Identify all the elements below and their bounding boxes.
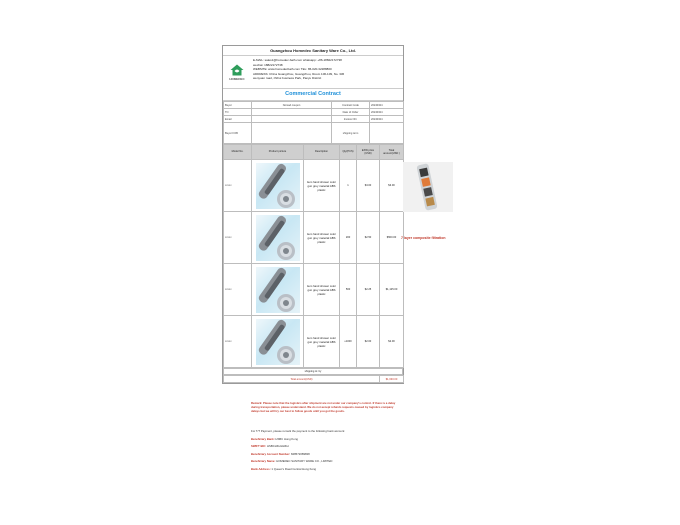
item-price: $2.00 (357, 316, 380, 368)
table-row (224, 160, 404, 212)
bank-row (251, 443, 411, 451)
company-header (223, 56, 403, 89)
name-value: HOMEDEC SANITARY WARE CO., LIMITED (276, 459, 333, 464)
filter-cartridge-icon (403, 162, 453, 212)
item-total: $2.00 (380, 316, 404, 368)
item-model: xxxxx (224, 264, 252, 316)
account-label: Beneficiary Account Number: (251, 451, 291, 456)
item-qty: 500 (340, 264, 357, 316)
filter-cartridge-image (403, 162, 453, 212)
shower-head-photo (256, 267, 300, 313)
info-value-2: 20240324 (370, 116, 404, 123)
info-label-2: Contract Code (332, 102, 370, 109)
info-row (224, 116, 404, 123)
order-info-table (223, 101, 404, 144)
item-description: item hand shower color gun grey material:ABS plastic (304, 316, 340, 368)
info-label: Buyer (224, 102, 252, 109)
col-header-picture: Product picture (252, 145, 304, 160)
bank-label: Beneficiary Bank: (251, 436, 275, 441)
item-description: item hand shower color gun grey material:ABS plastic (304, 212, 340, 264)
house-logo-icon (230, 64, 244, 76)
item-price: $2.25 (357, 264, 380, 316)
item-model: xxxxx (224, 160, 252, 212)
swift-label: SWIFT BIC: (251, 444, 267, 449)
logo-text: HOMEDEC (229, 76, 245, 81)
info-label: TO (224, 109, 252, 116)
shower-head-photo (256, 319, 300, 365)
total-row (224, 376, 404, 383)
contact-block (251, 56, 403, 88)
item-model: xxxxx (224, 316, 252, 368)
account-value: 848572089838 (291, 451, 310, 456)
col-header-qty: Qty(PCS) (340, 145, 357, 160)
table-row (224, 264, 404, 316)
item-qty: 200 (340, 212, 357, 264)
bank-row (251, 458, 411, 466)
info-value (252, 116, 332, 123)
item-picture-cell (252, 316, 304, 368)
address-label: Bank Address: (251, 466, 271, 471)
buyer-fob-value (252, 123, 332, 144)
item-total: $1,125.00 (380, 264, 404, 316)
item-price: $3.00 (357, 160, 380, 212)
website-line: WEBSITE: www.homedecbath.com TEL: 86-020-32288800 (253, 67, 332, 71)
info-row (224, 109, 404, 116)
shipping-term-label: shipping term (332, 123, 370, 144)
bank-intro: For T/T Payment, please remark the payment to the following bank account: (251, 429, 345, 433)
contract-title: Commercial Contract (223, 89, 403, 101)
filtration-note: 7 layer composite filtration (401, 236, 446, 240)
item-picture-cell (252, 212, 304, 264)
shower-head-icon (256, 215, 300, 261)
wechat-line: wechat: 18822172738 (253, 62, 283, 67)
item-description: item hand shower color gun grey material:ABS plastic (304, 160, 340, 212)
shower-head-icon (256, 267, 300, 313)
shower-head-photo (256, 163, 300, 209)
company-name: Guangzhou Homedec Sanitary Ware Co., Ltd. (223, 46, 403, 56)
item-qty: ≥1000 (340, 316, 357, 368)
bank-details (251, 428, 411, 474)
address-line: ADDRESS: China Guangzhou, Guangzhou, Room 106-109, No. 336 (253, 71, 345, 76)
email-line: E-MAIL: sales1@homedec-bath.com whatsapp: +86-18822172738 (253, 58, 342, 62)
col-header-total: Total amount(USD ) (380, 145, 404, 160)
item-total: $500.00 (380, 212, 404, 264)
col-header-price: EXW price (USD) (357, 145, 380, 160)
item-qty: 1 (340, 160, 357, 212)
items-header-row (224, 145, 404, 160)
shower-head-icon (256, 163, 300, 209)
info-value: Nomad coupon (252, 102, 332, 109)
info-label-2: Date of Order (332, 109, 370, 116)
item-picture-cell (252, 160, 304, 212)
info-value (252, 109, 332, 116)
info-value-2: 20240324 (370, 102, 404, 109)
col-header-description: Description (304, 145, 340, 160)
name-label: Beneficiary Name: (251, 459, 276, 464)
item-total: $3.00 (380, 160, 404, 212)
total-table (223, 375, 404, 383)
contract-sheet (222, 45, 404, 384)
shipping-term-value (370, 123, 404, 144)
info-row-buyer-fob (224, 123, 404, 144)
bank-value: HSBC Hong Kong (275, 436, 298, 441)
item-picture-cell (252, 264, 304, 316)
shipping-to: shipping to: by (224, 369, 403, 375)
bank-row (251, 451, 411, 459)
shower-head-icon (256, 319, 300, 365)
col-header-model: Model No. (224, 145, 252, 160)
swift-value: HSBCHKHHHKH (267, 444, 289, 449)
logo (223, 56, 251, 88)
table-row (224, 212, 404, 264)
buyer-fob-label: Buyer FOB (224, 123, 252, 144)
total-label: Total amount(USD) (224, 376, 380, 383)
bank-row (251, 466, 411, 474)
info-value-2: 20240324 (370, 109, 404, 116)
bank-row (251, 436, 411, 444)
info-row (224, 102, 404, 109)
item-model: xxxxx (224, 212, 252, 264)
shower-head-photo (256, 215, 300, 261)
table-row (224, 316, 404, 368)
address-value: 1 Queen's Road Central Hong Kong (271, 466, 317, 471)
info-label: Email (224, 116, 252, 123)
shipping-row (224, 369, 403, 375)
info-label-2: Invoice NO. (332, 116, 370, 123)
item-description: item hand shower color gun grey material:ABS plastic (304, 264, 340, 316)
shipping-table (223, 368, 403, 375)
item-price: $2.50 (357, 212, 380, 264)
address-line-2: wenyuan road, zhihui business Park, Panyu District (253, 76, 322, 80)
items-table (223, 144, 404, 368)
remark-text: Remark: Please note that the logistics after shipment are not under our company's control. If there is a delay during transportation, please understand. We do not accept refunds requests caused by logistics company delays but we will try our best to follow goods until you got the goods. (251, 401, 396, 414)
total-value: $1,630.00 (380, 376, 404, 383)
